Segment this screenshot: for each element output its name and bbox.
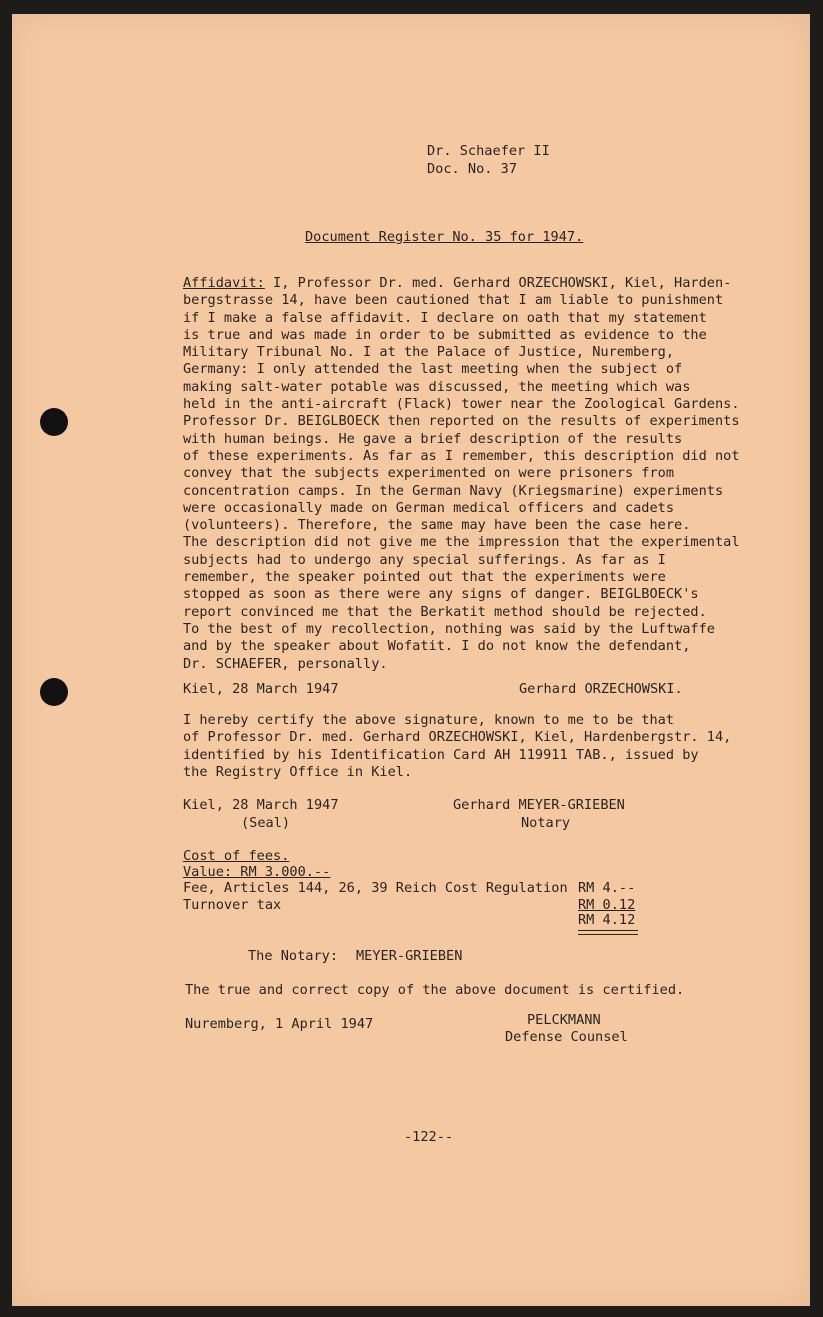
affidavit-line: were occasionally made on German medical officers and cadets: [183, 499, 675, 516]
affidavit-line: of these experiments. As far as I remember, this description did not: [183, 447, 740, 464]
affidavit-line: held in the anti-aircraft (Flack) tower near the Zoological Gardens.: [183, 396, 740, 413]
notary-sign-name: MEYER-GRIEBEN: [356, 948, 463, 964]
fees-line: Fee, Articles 144, 26, 39 Reich Cost Regulation: [183, 880, 568, 896]
affidavit-line: and by the speaker about Wofatit. I do not know the defendant,: [183, 638, 691, 655]
notary-sign-label: The Notary:: [248, 948, 339, 964]
punch-hole: [40, 678, 68, 706]
certification-line: of Professor Dr. med. Gerhard ORZECHOWSKI, Kiel, Hardenbergstr. 14,: [183, 729, 732, 746]
affidavit-line: making salt-water potable was discussed, the meeting which was: [183, 378, 691, 395]
tax-line: Turnover tax: [183, 897, 282, 913]
closing-name: PELCKMANN: [527, 1012, 601, 1028]
affidavit-label: Affidavit:: [183, 275, 265, 291]
affidavit-line: if I make a false affidavit. I declare on oath that my statement: [183, 309, 707, 326]
affidavit-line: concentration camps. In the German Navy (Kriegsmarine) experiments: [183, 482, 724, 499]
notary-seal: (Seal): [241, 815, 291, 831]
fees-total: RM 4.12: [578, 912, 636, 928]
certification-line: I hereby certify the above signature, known to me to be that: [183, 712, 675, 728]
affidavit-line: The description did not give me the impression that the experimental: [183, 534, 740, 551]
affidavit-line: Germany: I only attended the last meeting when the subject of: [183, 361, 683, 378]
certification-line: identified by his Identification Card AH 119911 TAB., issued by: [183, 746, 699, 763]
affidavit-line: remember, the speaker pointed out that the experiments were: [183, 569, 666, 586]
copy-certified: The true and correct copy of the above document is certified.: [185, 982, 685, 998]
affidavit-first-line: [183, 275, 740, 292]
affidavit-line: convey that the subjects experimented on were prisoners from: [183, 465, 675, 482]
affidavit-line: is true and was made in order to be submitted as evidence to the: [183, 326, 707, 343]
affidavit-line: (volunteers). Therefore, the same may have been the case here.: [183, 517, 691, 534]
affidavit-line: subjects had to undergo any special sufferings. As far as I: [183, 551, 666, 568]
closing-title: Defense Counsel: [505, 1029, 628, 1045]
header-line-2: Doc. No. 37: [427, 161, 518, 177]
fees-amount: RM 4.--: [578, 880, 636, 896]
register-title: Document Register No. 35 for 1947.: [305, 229, 584, 245]
notary-title: Notary: [521, 815, 571, 831]
closing-place-date: Nuremberg, 1 April 1947: [185, 1016, 374, 1032]
affidavit-line: report convinced me that the Berkatit method should be rejected.: [183, 603, 707, 620]
affidavit-body: [183, 275, 740, 673]
affidavit-first-line-text: I, Professor Dr. med. Gerhard ORZECHOWSKI, Kiel, Harden-: [264, 275, 732, 291]
notary-place-date: Kiel, 28 March 1947: [183, 797, 339, 813]
affidavit-line: Dr. SCHAEFER, personally.: [183, 655, 388, 672]
fees-value: Value: RM 3.000.--: [183, 864, 331, 880]
affidavit-line: Professor Dr. BEIGLBOECK then reported on the results of experiments: [183, 413, 740, 430]
signature-place-date: Kiel, 28 March 1947: [183, 681, 339, 697]
punch-hole: [40, 408, 68, 436]
total-rule: [578, 930, 638, 931]
total-rule: [578, 934, 638, 935]
affidavit-line: with human beings. He gave a brief description of the results: [183, 430, 683, 447]
tax-amount: RM 0.12: [578, 897, 636, 913]
header-line-1: Dr. Schaefer II: [427, 143, 550, 159]
affidavit-line: stopped as soon as there were any signs of danger. BEIGLBOECK's: [183, 586, 699, 603]
affidavit-line: Military Tribunal No. I at the Palace of Justice, Nuremberg,: [183, 344, 675, 361]
notary-name: Gerhard MEYER-GRIEBEN: [453, 797, 625, 813]
page-number: -122--: [404, 1129, 454, 1145]
certification-line: the Registry Office in Kiel.: [183, 763, 413, 780]
affidavit-line: To the best of my recollection, nothing was said by the Luftwaffe: [183, 620, 715, 637]
signature-name: Gerhard ORZECHOWSKI.: [519, 681, 683, 697]
certification-body: [183, 712, 731, 781]
fees-heading: Cost of fees.: [183, 848, 290, 864]
affidavit-line: bergstrasse 14, have been cautioned that I am liable to punishment: [183, 292, 724, 309]
